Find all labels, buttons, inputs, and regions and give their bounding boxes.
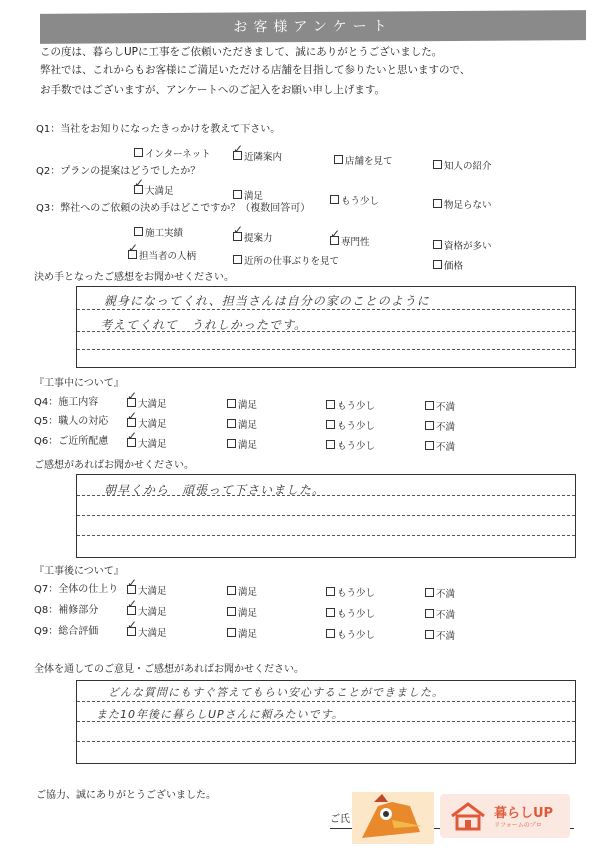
after-title: 『工事後について』	[34, 566, 124, 577]
thanks-text: ご協力、誠にありがとうございました。	[36, 790, 216, 801]
logo-subtitle: リフォームのプロ	[494, 822, 542, 829]
q3-option[interactable]: 施工実績	[134, 227, 183, 240]
name-label: ご氏	[330, 814, 350, 825]
handwritten-line: 朝早くから 頑張って下さいました。	[104, 483, 326, 497]
q1-label: Q1：当社をお知りになったきっかけを教えて下さい。	[36, 124, 281, 135]
q6-label: Q6：ご近所配慮	[34, 436, 109, 447]
q3-option[interactable]: ✓ 専門性	[330, 236, 370, 249]
q7-option[interactable]: ✓ 大満足	[127, 585, 167, 598]
q5-option[interactable]: もう少し	[326, 420, 375, 433]
impression1-label: 決め手となったご感想をお聞かせください。	[34, 272, 234, 283]
intro-line: お手数ではございますが、アンケートへのご記入をお願い申し上げます。	[40, 84, 386, 96]
q5-option[interactable]: 不満	[425, 421, 455, 434]
q6-option[interactable]: 不満	[425, 441, 455, 454]
q2-option[interactable]: 物足らない	[433, 199, 492, 212]
mascot-icon	[352, 792, 434, 844]
q9-option[interactable]: 満足	[227, 628, 257, 641]
q8-option[interactable]: 不満	[425, 609, 455, 622]
intro-line: この度は、暮らしUPに工事をご依頼いただきまして、誠にありがとうございました。	[40, 46, 443, 58]
q1-option[interactable]: インターネット	[134, 148, 211, 161]
q7-label: Q7：全体の仕上り	[34, 584, 119, 595]
q5-label: Q5：職人の対応	[34, 416, 109, 427]
q3-option[interactable]: ✓担当者の人柄	[128, 250, 196, 263]
q6-option[interactable]: もう少し	[326, 440, 375, 453]
q7-option[interactable]: 満足	[227, 586, 257, 599]
q7-option[interactable]: 不満	[425, 588, 455, 601]
q3-option[interactable]: 資格が多い	[433, 240, 492, 253]
handwritten-line: また10年後に暮らしUPさんに頼みたいです。	[96, 708, 344, 721]
q9-option[interactable]: 不満	[425, 630, 455, 643]
q3-option[interactable]: 価格	[433, 260, 463, 273]
q6-option[interactable]: 満足	[227, 439, 257, 452]
q8-option[interactable]: もう少し	[326, 608, 375, 621]
q4-label: Q4：施工内容	[34, 397, 99, 408]
impression2-label: ご感想があればお聞かせください。	[34, 460, 194, 471]
impression3-label: 全体を通してのご意見・ご感想があればお聞かせください。	[34, 664, 304, 675]
intro-line: 弊社では、これからもお客様にご満足いただける店舗を目指して参りたいと思いますので、	[40, 64, 471, 76]
q4-option[interactable]: 満足	[227, 399, 257, 412]
handwritten-line: 親身になってくれ、担当さんは自分の家のことのように	[104, 294, 430, 308]
q5-option[interactable]: 満足	[227, 419, 257, 432]
q8-option[interactable]: ✓ 大満足	[127, 606, 167, 619]
page-title: お客様アンケート	[40, 10, 586, 44]
q8-option[interactable]: 満足	[227, 607, 257, 620]
q4-option[interactable]: もう少し	[326, 400, 375, 413]
q5-option[interactable]: ✓ 大満足	[127, 418, 167, 431]
q9-option[interactable]: もう少し	[326, 629, 375, 642]
q4-option[interactable]: ✓ 大満足	[127, 398, 167, 411]
q9-label: Q9：総合評価	[34, 626, 99, 637]
company-logo	[440, 794, 570, 838]
q4-option[interactable]: 不満	[425, 401, 455, 414]
q3-label: Q3：弊社へのご依頼の決め手はどこですか？（複数回答可）	[36, 203, 311, 214]
handwritten-line: どんな質問にもすぐ答えてもらい安心することができました。	[108, 686, 444, 699]
q3-option[interactable]: 近所の仕事ぶりを見て	[233, 255, 339, 268]
q3-option[interactable]: ✓ 提案力	[233, 232, 273, 245]
q2-option[interactable]: ✓大満足	[134, 185, 174, 198]
during-title: 『工事中について』	[34, 378, 124, 389]
q7-option[interactable]: もう少し	[326, 587, 375, 600]
q1-option[interactable]: 知人の紹介	[433, 160, 492, 173]
q2-label: Q2：プランの提案はどうでしたか？	[36, 166, 201, 177]
house-icon	[448, 800, 488, 832]
q1-option[interactable]: ✓ 近隣案内	[233, 151, 282, 164]
q6-option[interactable]: ✓ 大満足	[127, 438, 167, 451]
handwritten-line: 考えてくれて うれしかったです。	[100, 318, 308, 332]
q2-option[interactable]: 満足	[233, 190, 263, 203]
q9-option[interactable]: ✓ 大満足	[127, 627, 167, 640]
q2-option[interactable]: もう少し	[330, 195, 379, 208]
q8-label: Q8：補修部分	[34, 605, 99, 616]
logo-title: 暮らしUP	[494, 806, 554, 821]
q1-option[interactable]: 店舗を見て	[334, 155, 393, 168]
